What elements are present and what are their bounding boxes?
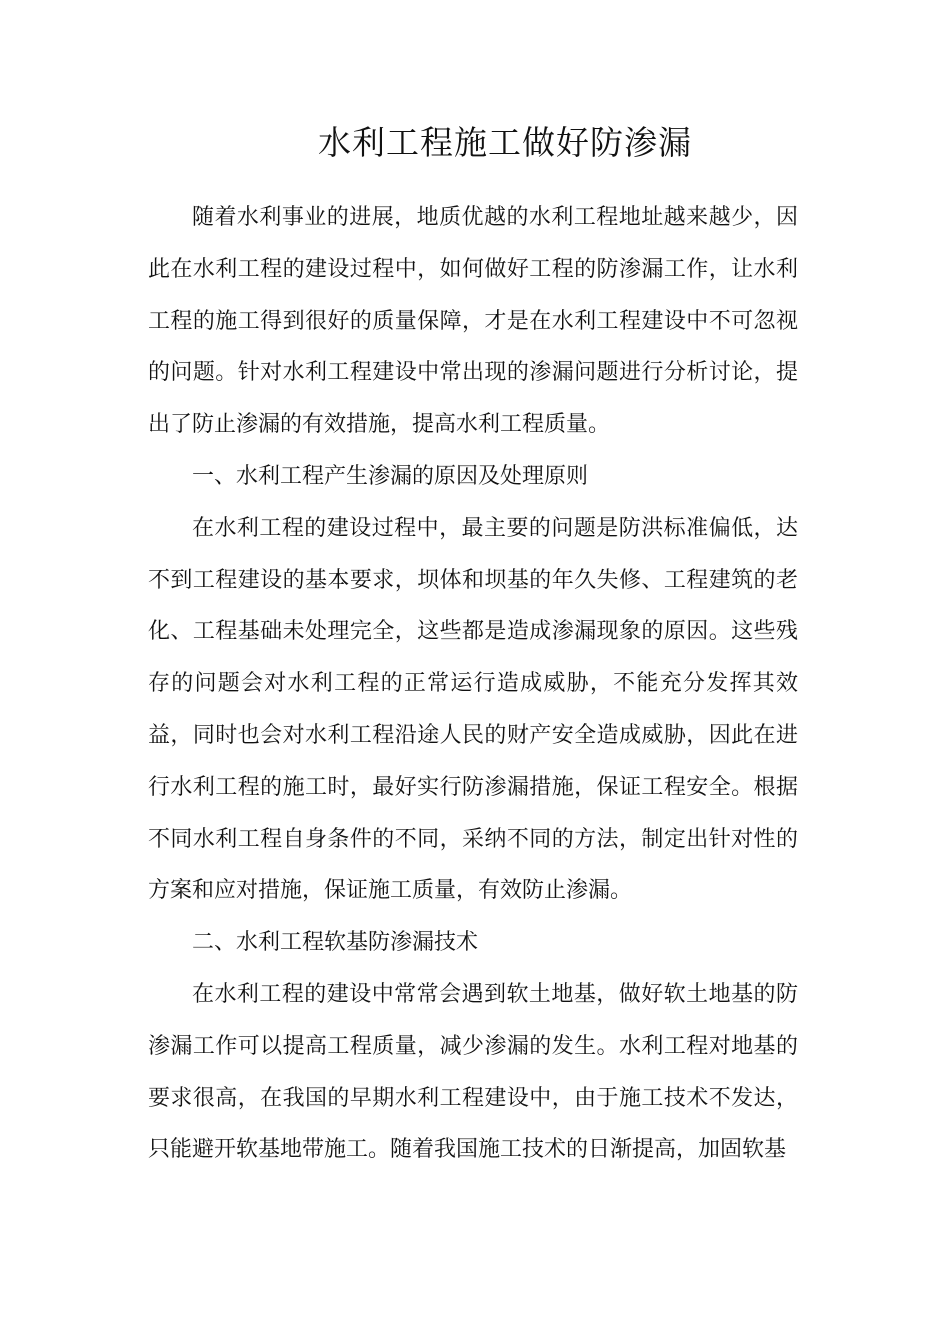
section-2-heading: 二、水利工程软基防渗漏技术	[192, 930, 479, 956]
section-1-paragraph: 在水利工程的建设过程中，最主要的问题是防洪标准偏低，达不到工程建设的基本要求，坝体和坝基的年久失修、工程建筑的老化、工程基础未处理完全，这些都是造成渗漏现象的原因。这些残存的问题会对水利工程的正常运行造成威胁，不能充分发挥其效益，同时也会对水利工程沿途人民的财产安全造成威胁，因此在进行水利工程的施工时，最好实行防渗漏措施，保证工程安全。根据不同水利工程自身条件的不同，采纳不同的方法，制定出针对性的方案和应对措施，保证施工质量，有效防止渗漏。	[148, 515, 798, 904]
document-title: 水利工程施工做好防渗漏	[318, 123, 692, 162]
section-2-paragraph: 在水利工程的建设中常常会遇到软土地基，做好软土地基的防渗漏工作可以提高工程质量，减少渗漏的发生。水利工程对地基的要求很高，在我国的早期水利工程建设中，由于施工技术不发达，只能避开软基地带施工。随着我国施工技术的日渐提高，加固软基	[148, 981, 798, 1163]
section-1-heading: 一、水利工程产生渗漏的原因及处理原则	[192, 463, 589, 489]
intro-paragraph: 随着水利事业的进展，地质优越的水利工程地址越来越少，因此在水利工程的建设过程中，如何做好工程的防渗漏工作，让水利工程的施工得到很好的质量保障，才是在水利工程建设中不可忽视的问题。针对水利工程建设中常出现的渗漏问题进行分析讨论，提出了防止渗漏的有效措施，提高水利工程质量。	[148, 205, 798, 438]
document-body	[148, 192, 798, 1176]
